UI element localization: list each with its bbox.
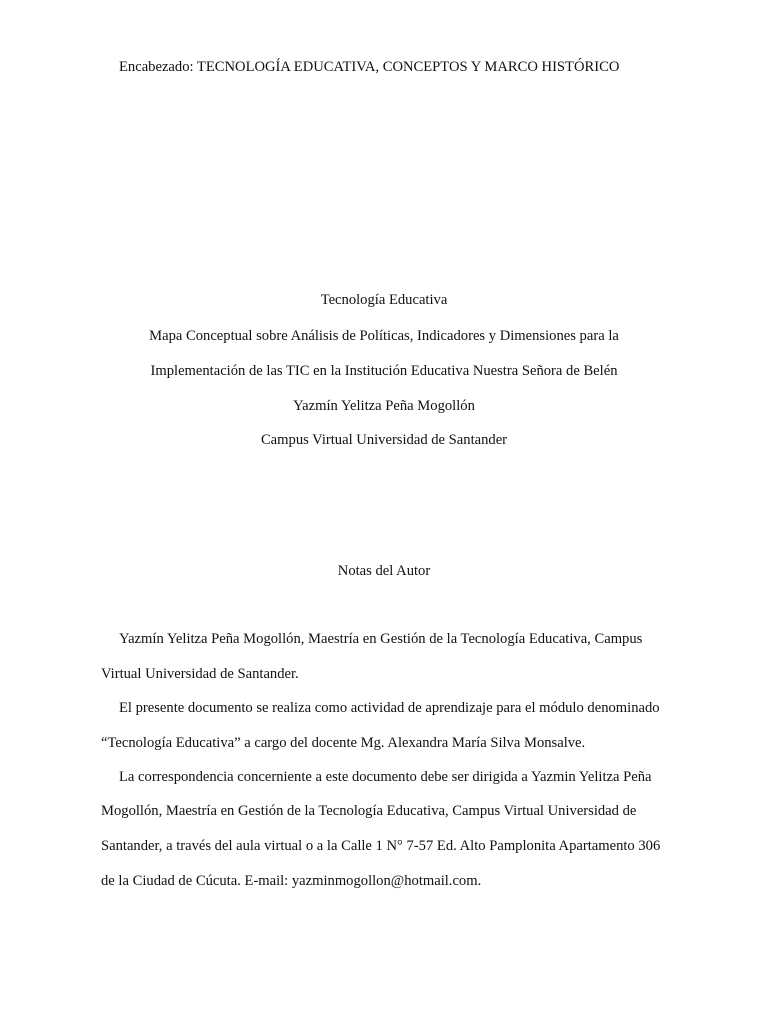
author-note-line: de la Ciudad de Cúcuta. E-mail: yazminmogollon@hotmail.com. <box>101 873 482 889</box>
institution-name: Campus Virtual Universidad de Santander <box>260 432 508 448</box>
author-note-line: Mogollón, Maestría en Gestión de la Tecnología Educativa, Campus Virtual Universidad de <box>101 803 637 819</box>
author-note-line: El presente documento se realiza como actividad de aprendizaje para el módulo denominado <box>119 700 660 716</box>
author-note-line: Yazmín Yelitza Peña Mogollón, Maestría en Gestión de la Tecnología Educativa, Campus <box>119 631 643 647</box>
author-note-line: Virtual Universidad de Santander. <box>101 666 299 682</box>
author-note-line: La correspondencia concerniente a este documento debe ser dirigida a Yazmin Yelitza Peña <box>119 769 652 785</box>
author-notes-heading: Notas del Autor <box>337 563 431 579</box>
author-note-line: “Tecnología Educativa” a cargo del docente Mg. Alexandra María Silva Monsalve. <box>101 735 586 751</box>
document-title-line-1: Mapa Conceptual sobre Análisis de Políticas, Indicadores y Dimensiones para la <box>149 328 619 344</box>
course-title: Tecnología Educativa <box>320 292 448 308</box>
author-note-line: Santander, a través del aula virtual o a la Calle 1 N° 7-57 Ed. Alto Pamplonita Apartamento 306 <box>101 838 661 854</box>
running-head: Encabezado: TECNOLOGÍA EDUCATIVA, CONCEPTOS Y MARCO HISTÓRICO <box>119 59 620 75</box>
document-title-line-2: Implementación de las TIC en la Institución Educativa Nuestra Señora de Belén <box>150 363 618 379</box>
author-name: Yazmín Yelitza Peña Mogollón <box>293 398 475 414</box>
